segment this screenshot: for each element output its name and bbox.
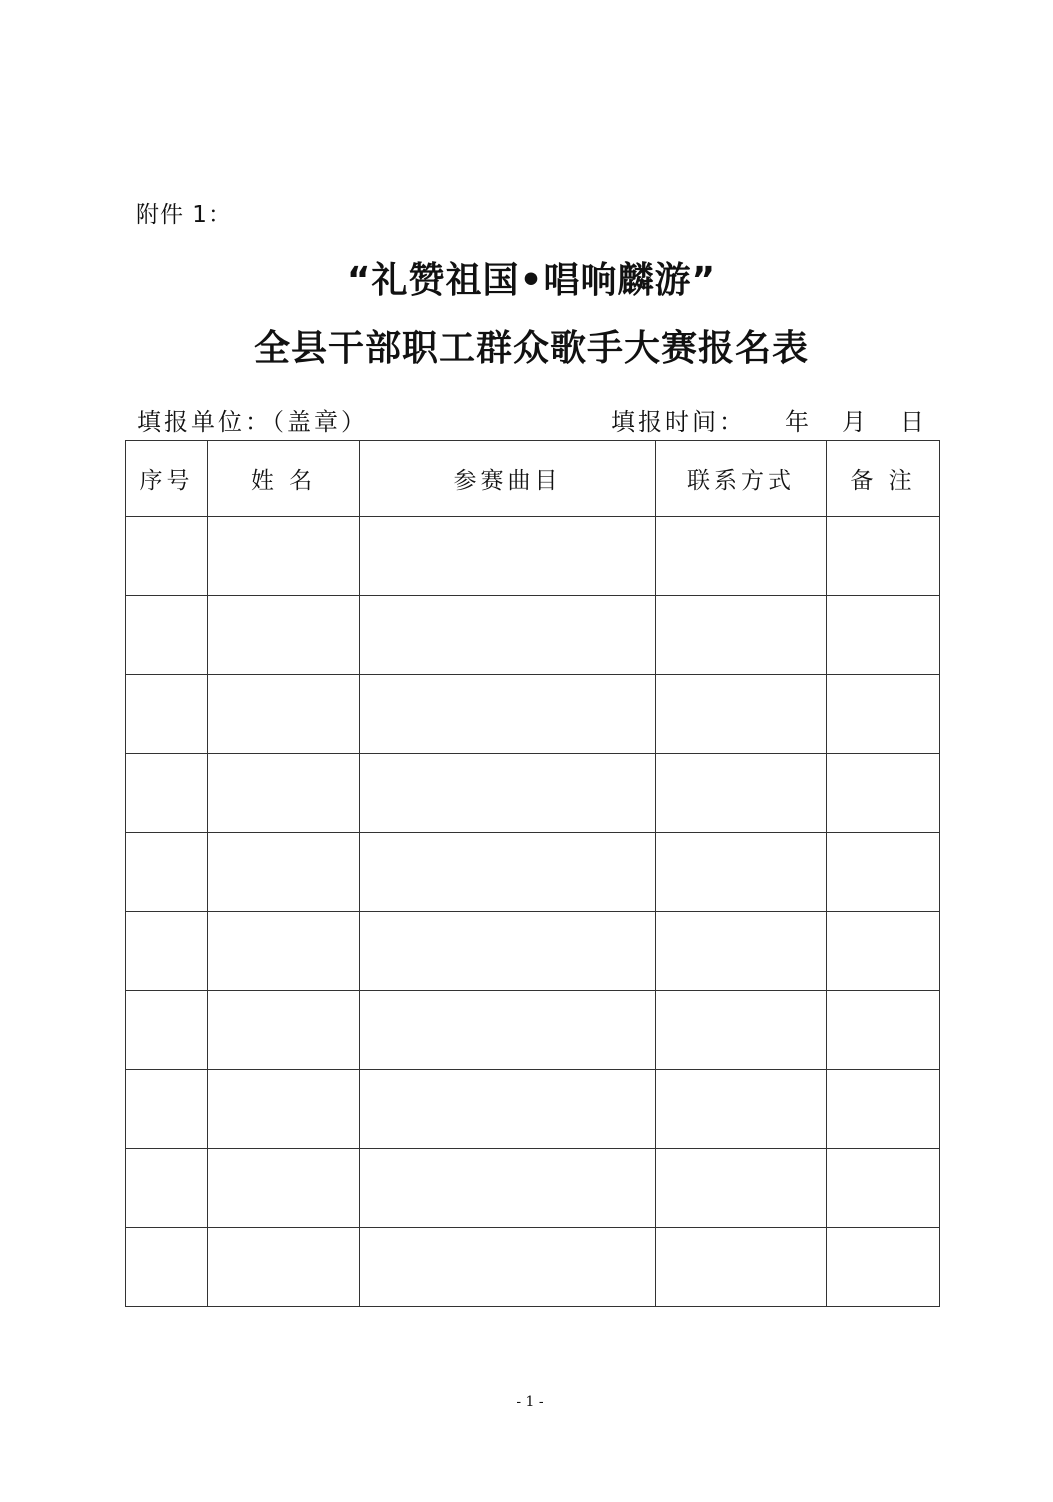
contact-cell[interactable] [656,754,827,833]
song-cell[interactable] [360,833,656,912]
table-row [126,991,940,1070]
remarks-cell[interactable] [827,991,940,1070]
serial-cell[interactable] [126,1070,208,1149]
date-day-label: 日 [900,408,924,436]
remarks-cell[interactable] [827,912,940,991]
name-cell[interactable] [208,596,360,675]
remarks-cell[interactable] [827,833,940,912]
name-cell[interactable] [208,912,360,991]
song-cell[interactable] [360,1228,656,1307]
contact-cell[interactable] [656,1070,827,1149]
attachment-label: 附件 1： [136,202,232,228]
remarks-cell[interactable] [827,517,940,596]
table-row [126,596,940,675]
table-header-row [126,441,940,517]
table-row [126,833,940,912]
form-title-line-1: “礼赞祖国•唱响麟游” [346,260,717,301]
song-cell[interactable] [360,1070,656,1149]
remarks-cell[interactable] [827,754,940,833]
serial-cell[interactable] [126,517,208,596]
name-cell[interactable] [208,517,360,596]
date-year-label: 年 [785,408,809,436]
serial-cell[interactable] [126,833,208,912]
table-row [126,675,940,754]
table-row [126,754,940,833]
serial-cell[interactable] [126,754,208,833]
page-number: - 1 - [516,1394,544,1410]
remarks-cell[interactable] [827,1228,940,1307]
remarks-cell[interactable] [827,1149,940,1228]
contact-cell[interactable] [656,1228,827,1307]
remarks-cell[interactable] [827,1070,940,1149]
name-cell[interactable] [208,991,360,1070]
date-month-label: 月 [842,408,866,436]
serial-cell[interactable] [126,1228,208,1307]
serial-cell[interactable] [126,991,208,1070]
contact-cell[interactable] [656,596,827,675]
table-row [126,1149,940,1228]
song-cell[interactable] [360,596,656,675]
header-remarks: 备 注 [827,441,940,517]
name-cell[interactable] [208,833,360,912]
serial-cell[interactable] [126,675,208,754]
header-song: 参赛曲目 [360,441,656,517]
contact-cell[interactable] [656,833,827,912]
header-name: 姓 名 [208,441,360,517]
contact-cell[interactable] [656,991,827,1070]
header-contact: 联系方式 [656,441,827,517]
song-cell[interactable] [360,991,656,1070]
contact-cell[interactable] [656,517,827,596]
header-serial-number: 序号 [126,441,208,517]
registration-table [125,440,940,1307]
name-cell[interactable] [208,754,360,833]
form-title-line-2: 全县干部职工群众歌手大赛报名表 [253,328,809,369]
contact-cell[interactable] [656,675,827,754]
name-cell[interactable] [208,675,360,754]
table-row [126,517,940,596]
serial-cell[interactable] [126,912,208,991]
table-row [126,912,940,991]
table-body [126,517,940,1307]
song-cell[interactable] [360,754,656,833]
song-cell[interactable] [360,912,656,991]
table-row [126,1228,940,1307]
fill-unit-label: 填报单位：（盖章） [137,408,368,436]
name-cell[interactable] [208,1149,360,1228]
serial-cell[interactable] [126,596,208,675]
remarks-cell[interactable] [827,675,940,754]
contact-cell[interactable] [656,912,827,991]
name-cell[interactable] [208,1228,360,1307]
remarks-cell[interactable] [827,596,940,675]
contact-cell[interactable] [656,1149,827,1228]
fill-time-label: 填报时间： [611,408,746,436]
song-cell[interactable] [360,517,656,596]
song-cell[interactable] [360,675,656,754]
serial-cell[interactable] [126,1149,208,1228]
table-row [126,1070,940,1149]
song-cell[interactable] [360,1149,656,1228]
name-cell[interactable] [208,1070,360,1149]
